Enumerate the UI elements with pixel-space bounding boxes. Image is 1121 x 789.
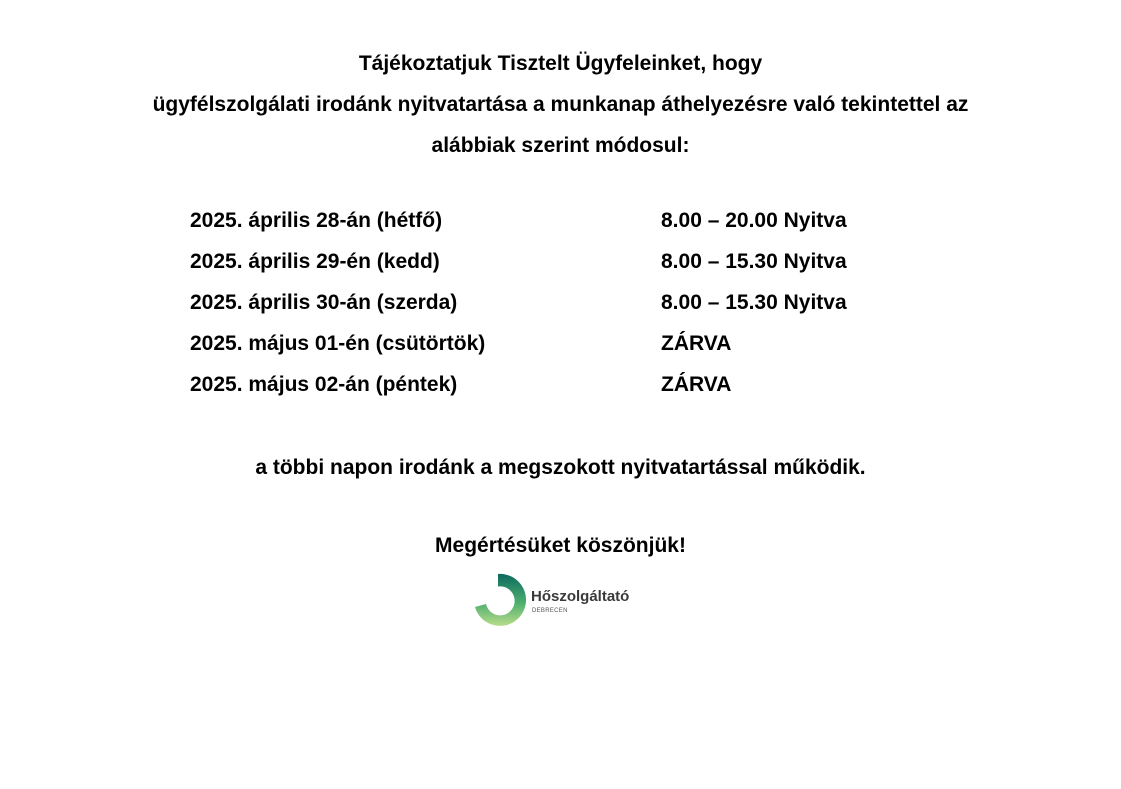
thanks-message: Megértésüket köszönjük! [435, 534, 686, 557]
schedule-hours: 8.00 – 15.30 Nyitva [661, 291, 847, 314]
ring-logo-icon [472, 571, 530, 631]
schedule-hours: 8.00 – 20.00 Nyitva [661, 209, 847, 232]
intro-line-2: ügyfélszolgálati irodánk nyitvatartása a munkanap áthelyezésre való tekintettel az [152, 93, 969, 116]
other-days-note: a többi napon irodánk a megszokott nyitvatartással működik. [255, 456, 866, 479]
schedule-date: 2025. április 30-án (szerda) [190, 291, 458, 314]
intro-line-3: alábbiak szerint módosul: [431, 134, 690, 157]
schedule-row [0, 241, 1121, 282]
schedule-hours: ZÁRVA [661, 332, 732, 355]
schedule-row [0, 282, 1121, 323]
schedule-row [0, 364, 1121, 405]
company-logo [472, 571, 652, 631]
schedule-hours: 8.00 – 15.30 Nyitva [661, 250, 847, 273]
schedule-hours: ZÁRVA [661, 373, 732, 396]
schedule-date: 2025. április 29-én (kedd) [190, 250, 440, 273]
opening-hours-schedule [0, 200, 1121, 405]
logo-name: Hőszolgáltató [531, 588, 630, 605]
schedule-date: 2025. május 02-án (péntek) [190, 373, 458, 396]
intro-line-1: Tájékoztatjuk Tisztelt Ügyfeleinket, hogy [358, 52, 763, 75]
schedule-date: 2025. május 01-én (csütörtök) [190, 332, 486, 355]
logo-subtitle: DEBRECEN [532, 608, 568, 614]
schedule-row [0, 200, 1121, 241]
schedule-date: 2025. április 28-án (hétfő) [190, 209, 443, 232]
schedule-row [0, 323, 1121, 364]
notice-intro [0, 43, 1121, 166]
